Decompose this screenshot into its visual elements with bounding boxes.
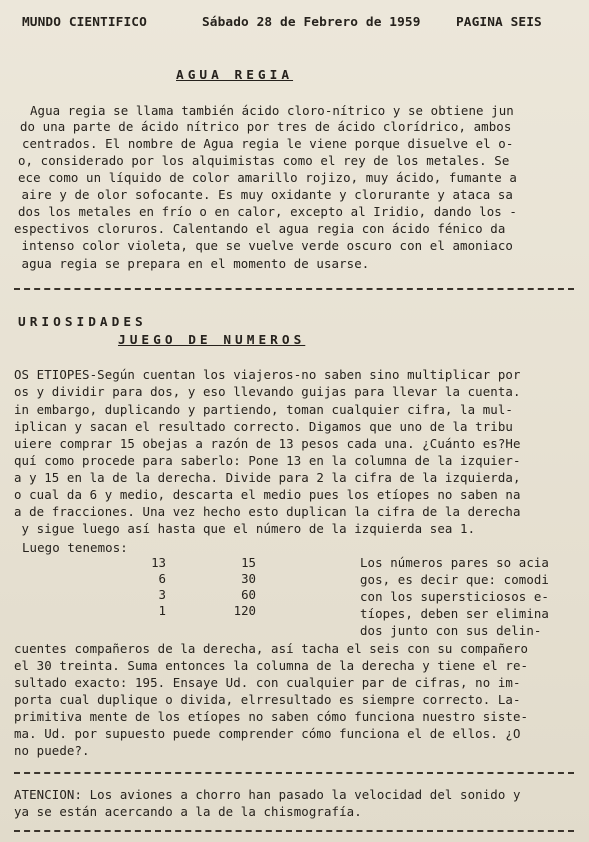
text-line: no puede?. (14, 743, 90, 758)
divider (14, 288, 574, 292)
table-cell-left: 1 (158, 603, 166, 618)
text-line: dos junto con sus delin- (360, 623, 542, 638)
table-cell-right: 120 (233, 603, 256, 618)
text-line: cuentes compañeros de la derecha, así tacha el seis con su compañero (14, 641, 529, 656)
divider (14, 830, 574, 834)
text-line: ece como un líquido de color amarillo rojizo, muy ácido, fumante a (18, 170, 517, 185)
table-cell-left: 6 (158, 571, 166, 586)
text-line: aire y de olor sofocante. Es muy oxidante y clorurante y ataca sa (14, 187, 513, 202)
text-line: iplican y sacan el resultado correcto. Digamos que uno de la tribu (14, 419, 513, 434)
text-line: Los números pares so acia (360, 555, 549, 570)
text-line: dos los metales en frío o en calor, excepto al Iridio, dando los - (18, 204, 517, 219)
notice-line: ya se están acercando a la de la chismografía. (14, 804, 362, 819)
text-line: tíopes, deben ser elimina (360, 606, 549, 621)
text-line: centrados. El nombre de Agua regia le viene porque disuelve el o- (22, 136, 514, 151)
table-intro: Luego tenemos: (22, 540, 128, 555)
text-line: o cual da 6 y medio, descarta el medio pues los etíopes no saben na (14, 487, 521, 502)
text-line: Agua regia se llama también ácido cloro-nítrico y se obtiene jun (30, 103, 514, 118)
publication-name: MUNDO CIENTIFICO (22, 15, 147, 30)
text-line: quí como procede para saberlo: Pone 13 en la columna de la izquier- (14, 453, 521, 468)
text-line: gos, es decir que: comodi (360, 572, 549, 587)
notice-line: ATENCION: Los aviones a chorro han pasado la velocidad del sonido y (14, 787, 521, 802)
text-line: OS ETIOPES-Según cuentan los viajeros-no saben sino multiplicar por (14, 367, 521, 382)
text-line: espectivos cloruros. Calentando el agua regia con ácido fénico da (14, 221, 506, 236)
text-line: uiere comprar 15 obejas a razón de 13 pesos cada una. ¿Cuánto es?He (14, 436, 521, 451)
table-cell-left: 3 (158, 587, 166, 602)
page-label: PAGINA SEIS (456, 15, 542, 30)
text-line: ma. Ud. por supuesto puede comprender cómo funciona el de ellos. ¿O (14, 726, 521, 741)
text-line: sultado exacto: 195. Ensaye Ud. con cualquier par de cifras, no im- (14, 675, 521, 690)
text-line: do una parte de ácido nítrico por tres de ácido clorídrico, ambos (20, 119, 512, 134)
text-line: intenso color violeta, que se vuelve verde oscuro con el amoniaco (14, 238, 513, 253)
table-cell-right: 15 (241, 555, 256, 570)
article-title: JUEGO DE NUMEROS (118, 333, 306, 348)
text-line: os y dividir para dos, y eso llevando guijas para llevar la cuenta. (14, 384, 521, 399)
text-line: o, considerado por los alquimistas como el rey de los metales. Se (18, 153, 517, 168)
table-cell-right: 60 (241, 587, 256, 602)
text-line: porta cual duplique o divida, elrresultado es siempre correcto. La- (14, 692, 521, 707)
text-line: primitiva mente de los etíopes no saben cómo funciona nuestro siste- (14, 709, 529, 724)
text-line: el 30 treinta. Suma entonces la columna de la derecha y tiene el re- (14, 658, 529, 673)
table-cell-left: 13 (151, 555, 166, 570)
text-line: y sigue luego así hasta que el número de la izquierda sea 1. (14, 521, 476, 536)
text-line: agua regia se prepara en el momento de usarse. (14, 256, 370, 271)
text-line: con los supersticiosos e- (360, 589, 549, 604)
table-cell-right: 30 (241, 571, 256, 586)
publication-date: Sábado 28 de Febrero de 1959 (202, 15, 421, 30)
divider (14, 772, 574, 776)
text-line: a y 15 en la de la derecha. Divide para 2 la cifra de la izquierda, (14, 470, 521, 485)
section-label: URIOSIDADES (18, 315, 147, 330)
article-title: AGUA REGIA (176, 68, 294, 83)
text-line: in embargo, duplicando y partiendo, toman cualquier cifra, la mul- (14, 402, 513, 417)
text-line: a de fracciones. Una vez hecho esto duplican la cifra de la derecha (14, 504, 521, 519)
